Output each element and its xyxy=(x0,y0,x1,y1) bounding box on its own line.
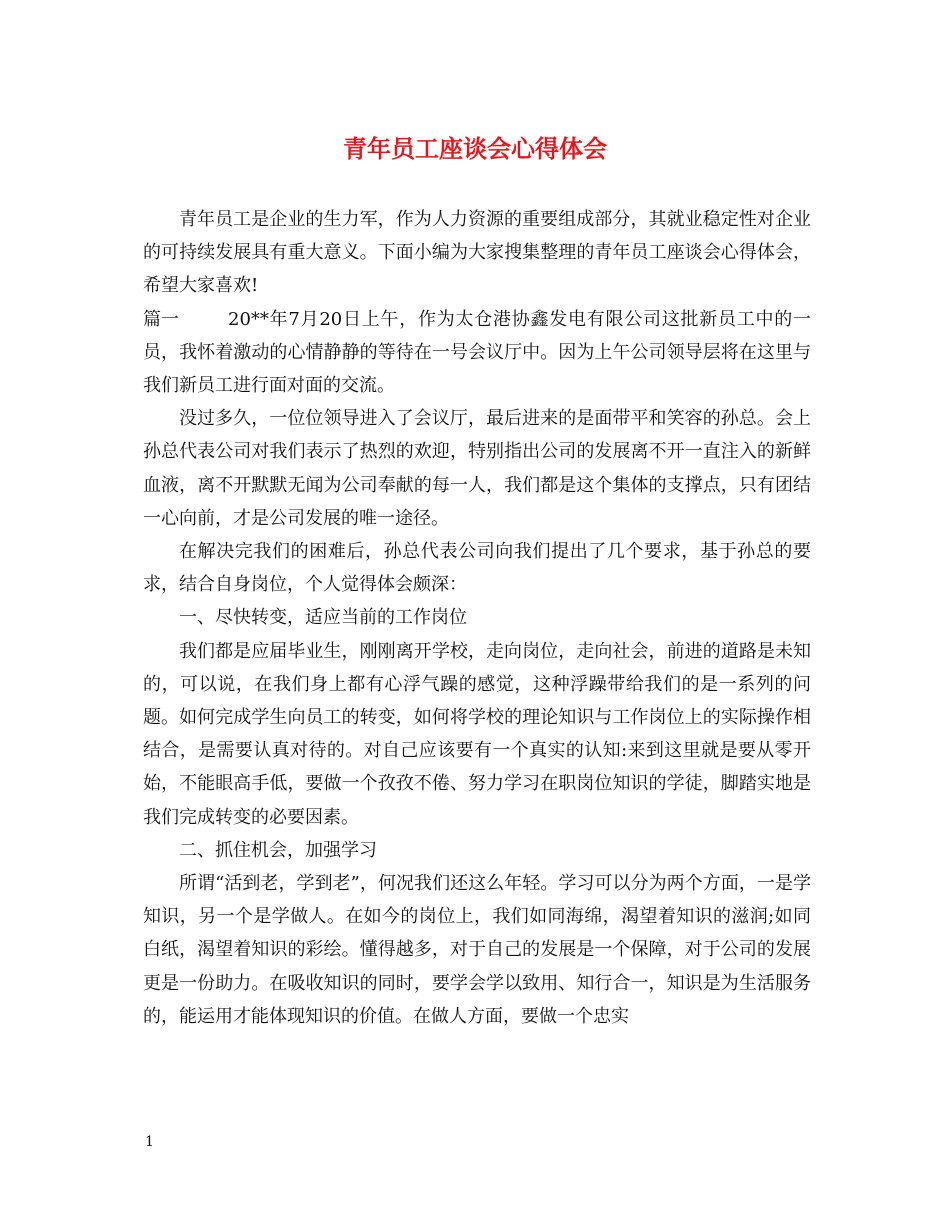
section-heading: 二、抓住机会，加强学习 xyxy=(179,839,377,861)
section-one-paragraph xyxy=(143,303,811,403)
intro-paragraph: 青年员工是企业的生力军，作为人力资源的重要组成部分，其就业稳定性对企业的可持续发展具有重大意义。下面小编为大家搜集整理的青年员工座谈会心得体会，希望大家喜欢! xyxy=(143,209,811,297)
body-paragraph: 没过多久，一位位领导进入了会议厅，最后进来的是面带平和笑容的孙总。会上孙总代表公司对我们表示了热烈的欢迎，特别指出公司的发展离不开一直注入的新鲜血液，离不开默默无闻为公司奉献的每一人，我们都是这个集体的支撑点，只有团结一心向前，才是公司发展的唯一途径。 xyxy=(143,408,811,529)
body-paragraph: 所谓“活到老，学到老”，何况我们还这么年轻。学习可以分为两个方面，一是学知识，另一个是学做人。在如今的岗位上，我们如同海绵，渴望着知识的滋润;如同白纸，渴望着知识的彩绘。懂得越多，对于自己的发展是一个保障，对于公司的发展更是一份助力。在吸收知识的同时，要学会学以致用、知行合一，知识是为生活服务的，能运用才能体现知识的价值。在做人方面，要做一个忠实 xyxy=(143,873,811,1027)
body-paragraph: 在解决完我们的困难后，孙总代表公司向我们提出了几个要求，基于孙总的要求，结合自身岗位，个人觉得体会颇深： xyxy=(143,541,811,596)
page-number: 1 xyxy=(145,1134,154,1150)
section-one-text: 20**年7月20日上午，作为太仓港协鑫发电有限公司这批新员工中的一员，我怀着激动的心情静静的等待在一号会议厅中。因为上午公司领导层将在这里与我们新员工进行面对面的交流。 xyxy=(143,308,811,397)
section-heading: 一、尽快转变，适应当前的工作岗位 xyxy=(179,607,467,629)
body-paragraph: 我们都是应届毕业生，刚刚离开学校，走向岗位，走向社会，前进的道路是未知的，可以说，在我们身上都有心浮气躁的感觉，这种浮躁带给我们的是一系列的问题。如何完成学生向员工的转变，如何将学校的理论知识与工作岗位上的实际操作相结合，是需要认真对待的。对自己应该要有一个真实的认知:来到这里就是要从零开始，不能眼高手低，要做一个孜孜不倦、努力学习在职岗位知识的学徒，脚踏实地是我们完成转变的必要因素。 xyxy=(143,640,811,828)
section-marker: 篇一 xyxy=(143,308,179,330)
page-title: 青年员工座谈会心得体会 xyxy=(343,134,607,163)
document-body xyxy=(143,203,811,1033)
